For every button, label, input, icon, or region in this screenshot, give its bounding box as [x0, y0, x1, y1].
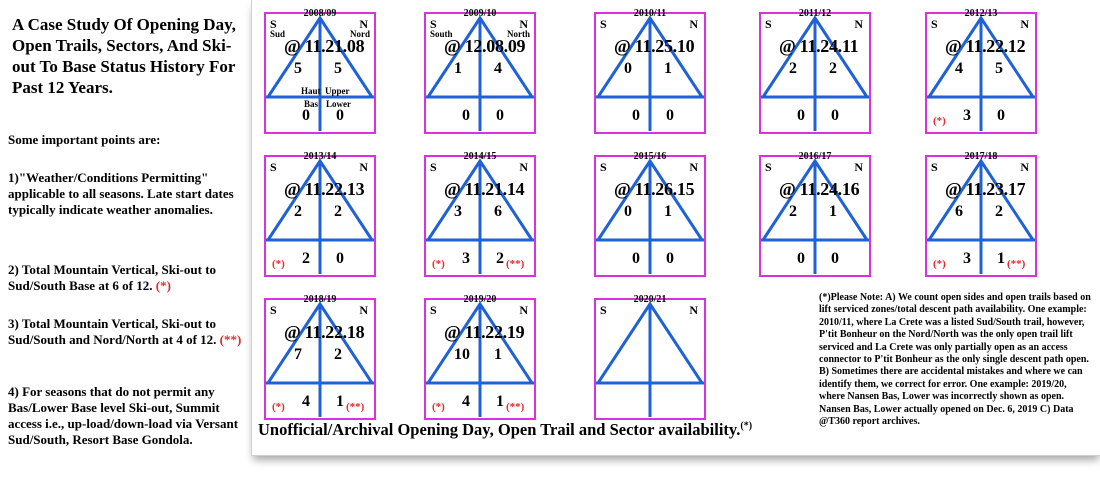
- opening-date: [284, 36, 364, 57]
- season-card: [759, 151, 871, 277]
- sud-label: S: [430, 160, 437, 174]
- footer-title: [258, 420, 752, 440]
- point-3-mark: (**): [219, 332, 242, 347]
- bas-label: Bas: [304, 99, 319, 109]
- season-label: 2015/16: [633, 151, 667, 162]
- sud-sublabel: Sud: [270, 29, 286, 39]
- opening-date: [614, 179, 694, 200]
- lower-nord-count: 2: [496, 250, 504, 267]
- opening-date-value: 11.21.08: [304, 36, 365, 56]
- lower-sud-count: 0: [632, 107, 640, 124]
- lower-sud-count: 0: [302, 107, 310, 124]
- opening-date-value: 11.23.17: [965, 179, 1026, 199]
- opening-date: [779, 179, 859, 200]
- season-card: [264, 8, 376, 134]
- sud-label: S: [931, 17, 938, 31]
- season-label: 2012/13: [964, 8, 998, 19]
- upper-nord-count: 1: [664, 60, 672, 77]
- opening-date-value: 12.08.09: [464, 36, 526, 56]
- nord-label: N: [359, 303, 368, 317]
- at-sign: @: [284, 36, 301, 56]
- sud-label: S: [765, 17, 772, 31]
- season-card: [424, 294, 536, 420]
- lower-nord-count: 0: [666, 107, 674, 124]
- upper-label: Upper: [325, 86, 350, 96]
- opening-date: [779, 36, 858, 57]
- sud-label: S: [430, 17, 437, 31]
- at-sign: @: [779, 179, 796, 199]
- nord-label: N: [359, 160, 368, 174]
- upper-sud-count: 4: [955, 60, 963, 77]
- season-card: [424, 151, 536, 277]
- mountain-sector-diagram: [761, 157, 869, 275]
- season-card: [424, 8, 536, 134]
- nord-sublabel: North: [507, 29, 530, 39]
- nord-label: N: [519, 303, 528, 317]
- sud-label: S: [270, 160, 277, 174]
- sud-label: S: [270, 17, 277, 31]
- lower-sud-count: 0: [797, 250, 805, 267]
- nord-label: N: [689, 160, 698, 174]
- sud-ski-out-mark: (*): [272, 258, 285, 270]
- nord-label: N: [689, 303, 698, 317]
- please-note: (*)Please Note: A) We count open sides and open trails based on lift serviced zones/total descent path availability. One example: 2010/11, where La Crete was a listed Sud/South trail, however, P'tit Bonheur on the Nord/North was the only open trail lift serviced and La Crete was only partially open as an access connector to P'tit Bonheur as the only single descent path open. B) Sometimes there are accidental mistakes and where we can identify them, we correct for error. One example: 2019/20, where Nansen Bas, Lower was incorrectly shown as open. Nansen Bas, Lower actually opened on Dec. 6, 2019 C) Data @T360 report archives.: [819, 292, 1091, 428]
- season-label: 2013/14: [303, 151, 337, 162]
- nord-ski-out-mark: (**): [506, 401, 525, 413]
- at-sign: @: [284, 179, 301, 199]
- lower-sud-count: 4: [462, 393, 470, 410]
- point-2-mark: (*): [155, 278, 171, 293]
- at-sign: @: [945, 36, 962, 56]
- season-label: 2020/21: [633, 294, 667, 305]
- sud-label: S: [270, 303, 277, 317]
- lower-nord-count: 0: [831, 250, 839, 267]
- upper-nord-count: 2: [829, 60, 837, 77]
- sud-ski-out-mark: (*): [272, 401, 285, 413]
- opening-date: [614, 36, 694, 57]
- at-sign: @: [444, 36, 461, 56]
- lower-nord-count: 0: [336, 250, 344, 267]
- mountain-sector-diagram: [761, 14, 869, 132]
- at-sign: @: [945, 179, 962, 199]
- lower-nord-count: 0: [831, 107, 839, 124]
- sud-label: S: [600, 17, 607, 31]
- season-label: 2017/18: [964, 151, 998, 162]
- nord-label: N: [1020, 17, 1029, 31]
- nord-sublabel: Nord: [350, 29, 370, 39]
- page-title: A Case Study Of Opening Day, Open Trails, Sectors, And Ski-out To Base Status History For Past 12 Years.: [12, 15, 236, 97]
- point-4: [8, 384, 248, 448]
- sud-ski-out-mark: (*): [432, 401, 445, 413]
- nord-label: N: [854, 160, 863, 174]
- sud-label: S: [931, 160, 938, 174]
- season-card: [264, 151, 376, 277]
- upper-sud-count: 3: [454, 203, 462, 220]
- upper-sud-count: 7: [294, 346, 302, 363]
- opening-date-value: 11.21.14: [464, 179, 525, 199]
- at-sign: @: [614, 36, 631, 56]
- lower-label: Lower: [326, 99, 351, 109]
- lower-sud-count: 0: [462, 107, 470, 124]
- nord-label: N: [519, 17, 528, 31]
- season-label: 2008/09: [303, 8, 337, 19]
- point-3-text: 3) Total Mountain Vertical, Ski-out to Sud/South and Nord/North at 4 of 12.: [8, 316, 217, 347]
- at-sign: @: [284, 322, 301, 342]
- lower-nord-count: 1: [496, 393, 504, 410]
- at-sign: @: [614, 179, 631, 199]
- upper-nord-count: 2: [334, 346, 342, 363]
- lower-nord-count: 0: [336, 107, 344, 124]
- nord-label: N: [854, 17, 863, 31]
- footer-title-text: Unofficial/Archival Opening Day, Open Trail and Sector availability.: [258, 420, 741, 439]
- season-card: [264, 294, 376, 420]
- upper-nord-count: 6: [494, 203, 502, 220]
- opening-date-value: 11.24.11: [799, 36, 859, 56]
- opening-date: [444, 322, 524, 343]
- lower-sud-count: 2: [302, 250, 310, 267]
- sud-ski-out-mark: (*): [933, 115, 946, 127]
- sud-label: S: [430, 303, 437, 317]
- lower-sud-count: 3: [963, 250, 971, 267]
- opening-date-value: 11.26.15: [634, 179, 695, 199]
- opening-date: [945, 179, 1025, 200]
- nord-ski-out-mark: (**): [346, 401, 365, 413]
- upper-nord-count: 2: [995, 203, 1003, 220]
- left-panel: [0, 0, 255, 488]
- upper-nord-count: 1: [829, 203, 837, 220]
- upper-sud-count: 6: [955, 203, 963, 220]
- upper-sud-count: 0: [624, 203, 632, 220]
- sud-ski-out-mark: (*): [432, 258, 445, 270]
- sud-label: S: [600, 160, 607, 174]
- upper-sud-count: 1: [454, 60, 462, 77]
- nord-label: N: [519, 160, 528, 174]
- nord-ski-out-mark: (**): [1007, 258, 1026, 270]
- sud-ski-out-mark: (*): [933, 258, 946, 270]
- season-label: 2016/17: [798, 151, 832, 162]
- point-4-text: 4) For seasons that do not permit any Bas/Lower Base level Ski-out, Summit access i.e., up-load/down-load via Versant Sud/South, Resort Base Gondola.: [8, 384, 239, 447]
- season-label: 2009/10: [463, 8, 497, 19]
- point-3: [8, 316, 248, 348]
- season-panel: [251, 0, 1100, 456]
- sud-label: S: [765, 160, 772, 174]
- season-label: 2019/20: [463, 294, 497, 305]
- opening-date: [284, 179, 364, 200]
- nord-label: N: [359, 17, 368, 31]
- opening-date-value: 11.22.13: [304, 179, 365, 199]
- season-card: [925, 151, 1037, 277]
- lower-nord-count: 1: [336, 393, 344, 410]
- upper-nord-count: 4: [494, 60, 502, 77]
- lower-nord-count: 0: [997, 107, 1005, 124]
- point-2-text: 2) Total Mountain Vertical, Ski-out to Sud/South Base at 6 of 12.: [8, 262, 217, 293]
- season-label: 2018/19: [303, 294, 337, 305]
- opening-date-value: 11.24.16: [799, 179, 860, 199]
- lower-sud-count: 0: [632, 250, 640, 267]
- upper-nord-count: 1: [664, 203, 672, 220]
- upper-sud-count: 0: [624, 60, 632, 77]
- opening-date: [945, 36, 1025, 57]
- lower-nord-count: 0: [666, 250, 674, 267]
- at-sign: @: [444, 179, 461, 199]
- season-card: [594, 8, 706, 134]
- opening-date-value: 11.25.10: [634, 36, 695, 56]
- lower-sud-count: 0: [797, 107, 805, 124]
- upper-sud-count: 10: [454, 346, 470, 363]
- lower-sud-count: 3: [462, 250, 470, 267]
- nord-ski-out-mark: (**): [506, 258, 525, 270]
- lower-nord-count: 1: [997, 250, 1005, 267]
- season-label: 2010/11: [633, 8, 667, 19]
- at-sign: @: [779, 36, 796, 56]
- point-2: [8, 262, 248, 294]
- season-label: 2011/12: [798, 8, 832, 19]
- season-card: [925, 8, 1037, 134]
- nord-label: N: [689, 17, 698, 31]
- haut-label: Haut: [301, 86, 321, 96]
- opening-date-value: 11.22.18: [304, 322, 365, 342]
- season-card: [594, 294, 706, 420]
- upper-nord-count: 2: [334, 203, 342, 220]
- lower-sud-count: 4: [302, 393, 310, 410]
- upper-nord-count: 5: [334, 60, 342, 77]
- upper-sud-count: 5: [294, 60, 302, 77]
- upper-nord-count: 5: [995, 60, 1003, 77]
- opening-date: [444, 179, 524, 200]
- opening-date-value: 11.22.12: [965, 36, 1026, 56]
- point-1: [8, 170, 248, 218]
- upper-sud-count: 2: [294, 203, 302, 220]
- opening-date-value: 11.22.19: [464, 322, 525, 342]
- mountain-sector-diagram: [596, 14, 704, 132]
- points-intro: Some important points are:: [8, 132, 161, 147]
- season-label: 2014/15: [463, 151, 497, 162]
- sud-sublabel: South: [430, 29, 453, 39]
- footer-mark: (*): [740, 420, 753, 432]
- season-card: [759, 8, 871, 134]
- nord-label: N: [1020, 160, 1029, 174]
- upper-nord-count: 1: [494, 346, 502, 363]
- sud-label: S: [600, 303, 607, 317]
- opening-date: [284, 322, 364, 343]
- lower-nord-count: 0: [496, 107, 504, 124]
- point-1-text: 1)"Weather/Conditions Permitting" applicable to all seasons. Late start dates typically indicate weather anomalies.: [8, 170, 234, 217]
- season-card: [594, 151, 706, 277]
- opening-date: [444, 36, 525, 57]
- at-sign: @: [444, 322, 461, 342]
- upper-sud-count: 2: [789, 60, 797, 77]
- lower-sud-count: 3: [963, 107, 971, 124]
- upper-sud-count: 2: [789, 203, 797, 220]
- mountain-sector-diagram: [596, 157, 704, 275]
- mountain-sector-diagram: [596, 300, 704, 418]
